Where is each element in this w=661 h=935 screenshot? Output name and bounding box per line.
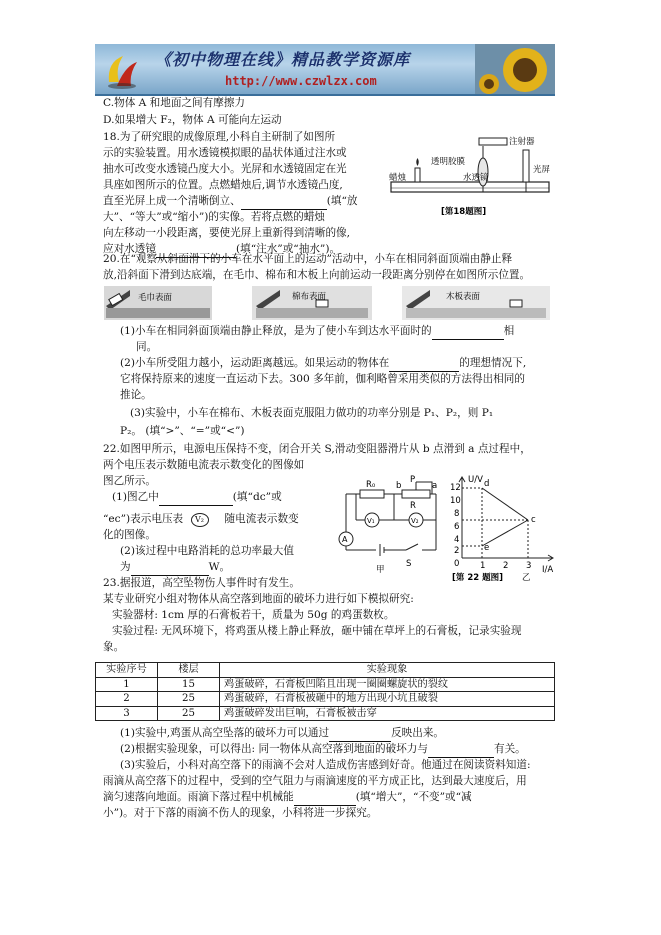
q22-blank-graph[interactable] bbox=[159, 494, 233, 506]
q23-blank-damage[interactable] bbox=[329, 730, 391, 742]
header-banner bbox=[95, 44, 555, 96]
banner-title: 《初中物理在线》精品教学资源库 bbox=[155, 50, 411, 69]
q23-sub3-tail: (填“增大”，“不变”或“减 bbox=[355, 791, 472, 803]
circuit-label-jia: 甲 bbox=[376, 565, 385, 574]
q23-line-1: 23.据报道，高空坠物伤人事件时有发生。 bbox=[103, 577, 300, 589]
surface-towel-label: 毛巾表面 bbox=[138, 293, 173, 303]
table-cell: 25 bbox=[158, 692, 220, 707]
table-cell: 3 bbox=[96, 706, 158, 721]
circuit-label-r0: R₀ bbox=[366, 480, 376, 490]
q18-line-2: 示的实验装置。用水透镜模拟眼的晶状体通过注水或 bbox=[103, 147, 347, 159]
v2-symbol-icon: V₂ bbox=[191, 513, 209, 527]
q23-line-4: 实验过程: 无风环境下，将鸡蛋从楼上静止释放，砸中铺在草坪上的石膏板，记录实验现 bbox=[112, 625, 522, 637]
q18-label-lens: 水透镜 bbox=[463, 173, 489, 183]
graph-point-e: e bbox=[484, 543, 490, 553]
q23-sub3-line-3 bbox=[103, 790, 472, 806]
q20-sub1-line-1 bbox=[120, 324, 514, 340]
table-row bbox=[96, 677, 555, 692]
graph-ylabel: U/V bbox=[468, 475, 483, 485]
table-row bbox=[96, 692, 555, 707]
q20-sub2-line-2: 它将保持原来的速度一直运动下去。300 多年前，伽利略曾采用类似的方法得出相同的 bbox=[120, 373, 525, 385]
q22-blank-power[interactable] bbox=[131, 564, 209, 576]
graph-xtick-3: 3 bbox=[526, 561, 532, 571]
table-header: 实验序号 bbox=[96, 663, 158, 678]
q23-sub2 bbox=[120, 742, 526, 758]
q18-line-4: 具座如图所示的位置。点燃蜡烛后,调节水透镜凸度, bbox=[103, 179, 343, 191]
q18-line-8-text: 应对水透镜 bbox=[103, 243, 156, 255]
q18-label-film: 透明胶膜 bbox=[431, 157, 466, 167]
q20-sub2-tail: 的理想情况下, bbox=[459, 357, 527, 369]
q20-sub2-line-3: 推论。 bbox=[120, 389, 152, 401]
graph-xtick-1: 1 bbox=[480, 561, 486, 571]
graph-ytick-12: 12 bbox=[450, 483, 461, 493]
q22-sub2-text: 为 bbox=[120, 561, 131, 573]
voltmeter-v2-icon: V₂ bbox=[411, 517, 419, 525]
table-cell: 15 bbox=[158, 677, 220, 692]
table-cell: 25 bbox=[158, 706, 220, 721]
q22-intro-3: 图乙所示。 bbox=[103, 475, 156, 487]
graph-ytick-0: 0 bbox=[454, 559, 460, 569]
q20-sub3-tail: P₂。 (填“>”、“=”或“<”) bbox=[120, 425, 245, 437]
circuit-label-a: a bbox=[432, 481, 438, 491]
q23-sub3-line-1: (3)实验后，小科对高空落下的雨滴不会对人造成伤害感到好奇。他通过在阅读资料知道: bbox=[120, 759, 531, 771]
sunflower-icon bbox=[475, 44, 555, 96]
banner-url: http://www.czwlzx.com bbox=[225, 74, 377, 88]
q18-caption: [第18题图] bbox=[441, 207, 487, 217]
q18-line-7: 向左移动一小段距离，要使光屏上重新得到清晰的像, bbox=[103, 227, 351, 239]
circuit-label-r: R bbox=[410, 501, 416, 511]
q22-sub1-text: (1)图乙中 bbox=[112, 491, 159, 503]
q22-sub1-line-2 bbox=[103, 512, 299, 528]
graph-label-yi: 乙 bbox=[522, 573, 531, 583]
q18-label-syringe: 注射器 bbox=[509, 137, 535, 147]
graph-xtick-2: 2 bbox=[503, 561, 509, 571]
q22-sub1-line-3: 化的图像。 bbox=[103, 529, 156, 541]
q20-sub3-line-1: (3)实验中，小车在棉布、木板表面克服阻力做功的功率分别是 P₁、P₂，则 P₁ bbox=[130, 407, 494, 419]
q23-sub3-text: 滴匀速落向地面。雨滴下落过程中机械能 bbox=[103, 791, 294, 803]
graph-xlabel: I/A bbox=[542, 565, 554, 575]
q18-line-1: 18.为了研究眼的成像原理,小科自主研制了如图所 bbox=[103, 131, 336, 143]
table-cell: 鸡蛋破碎发出巨响，石膏板被击穿 bbox=[220, 706, 555, 721]
q23-blank-energy[interactable] bbox=[294, 794, 356, 806]
q20-sub2-line-1 bbox=[120, 356, 526, 372]
table-row bbox=[96, 706, 555, 721]
q23-sub3-line-4: 小”)。对于下落的雨滴不伤人的现象，小科将进一步探究。 bbox=[103, 807, 378, 819]
table-header: 楼层 bbox=[158, 663, 220, 678]
q22-graph bbox=[448, 474, 556, 584]
q20-sub1-text: (1)小车在相同斜面顶端由静止释放，是为了使小车到达水平面时的 bbox=[120, 325, 432, 337]
q23-sub2-text: (2)根据实验现象，可以得出: 同一物体从高空落到地面的破坏力与 bbox=[120, 743, 428, 755]
q18-label-screen: 光屏 bbox=[533, 165, 551, 175]
circuit-label-b: b bbox=[396, 481, 402, 491]
q23-sub3-line-2: 雨滴从高空落下的过程中，受到的空气阻力与雨滴速度的平方成正比，达到最大速度后，用 bbox=[103, 775, 527, 787]
q20-intro-2: 放,沿斜面下滑到达底端，在毛巾、棉布和木板上向前运动一段距离分别停在如图所示位置。 bbox=[103, 269, 531, 281]
q22-sub1-line-1 bbox=[112, 490, 282, 506]
q23-sub1-tail: 反映出来。 bbox=[391, 727, 445, 739]
q20-sub1-tail: 相 bbox=[503, 325, 515, 337]
q22-circuit bbox=[336, 474, 448, 574]
surface-towel-figure bbox=[104, 286, 212, 320]
q18-line-5-text: 直至光屏上成一个清晰倒立、 bbox=[103, 195, 241, 207]
q18-line-5 bbox=[103, 194, 357, 210]
surface-wood-figure bbox=[402, 286, 550, 320]
q22-intro-1: 22.如图甲所示，电源电压保持不变，闭合开关 S,滑动变阻器滑片从 b 点滑到 a 点过程中， bbox=[103, 443, 531, 455]
graph-ytick-8: 8 bbox=[454, 509, 460, 519]
surface-wood-label: 木板表面 bbox=[446, 292, 481, 302]
experiment-table bbox=[95, 662, 555, 721]
option-c: C.物体 A 和地面之间有摩擦力 bbox=[103, 97, 246, 109]
q22-caption: [第 22 题图] bbox=[452, 573, 504, 583]
q20-sub3-line-2 bbox=[120, 424, 245, 440]
q20-intro-1: 20.在“观察从斜面滑下的小车在水平面上的运动”活动中，小车在相同斜面顶端由静止释 bbox=[103, 253, 513, 265]
graph-point-d: d bbox=[484, 479, 490, 489]
q18-line-3: 抽水可改变水透镜凸度大小。光屏和水透镜固定在光 bbox=[103, 163, 347, 175]
graph-ytick-6: 6 bbox=[454, 522, 460, 532]
q23-sub1 bbox=[120, 726, 444, 742]
q20-blank-ideal[interactable] bbox=[389, 360, 459, 372]
q23-line-3: 实验器材: 1cm 厚的石膏板若干，质量为 50g 的鸡蛋数枚。 bbox=[112, 609, 395, 621]
q22-sub2-tail: W。 bbox=[208, 561, 231, 573]
table-cell: 2 bbox=[96, 692, 158, 707]
q20-sub1-line-2: 同。 bbox=[136, 341, 158, 353]
q22-sub1-tail: (填“dc”或 bbox=[232, 491, 282, 503]
q18-blank-image[interactable] bbox=[241, 198, 327, 210]
q22-sub1-text-2: “ec”)表示电压表 bbox=[103, 513, 184, 525]
graph-ytick-2: 2 bbox=[454, 546, 460, 556]
graph-ytick-4: 4 bbox=[454, 535, 460, 545]
q20-sub2-text: (2)小车所受阻力越小，运动距离越远。如果运动的物体在 bbox=[120, 357, 390, 369]
q23-line-2: 某专业研究小组对物体从高空落到地面的破坏力进行如下模拟研究: bbox=[103, 593, 414, 605]
q18-figure bbox=[387, 136, 557, 222]
table-header: 实验现象 bbox=[220, 663, 555, 678]
logo-icon bbox=[105, 52, 139, 90]
q20-blank-speed[interactable] bbox=[432, 328, 504, 340]
table-cell: 1 bbox=[96, 677, 158, 692]
q18-line-8-tail: (填“注水”或“抽水”)。 bbox=[235, 243, 341, 255]
q23-line-5: 象。 bbox=[103, 641, 125, 653]
table-cell: 鸡蛋破碎，石膏板被砸中的地方出现小坑且破裂 bbox=[220, 692, 555, 707]
q22-intro-2: 两个电压表示数随电流表示数变化的图像如 bbox=[103, 459, 305, 471]
voltmeter-v1-icon: V₁ bbox=[367, 517, 375, 525]
q22-sub2-line-2 bbox=[120, 560, 230, 576]
table-header-row bbox=[96, 663, 555, 678]
q23-sub2-tail: 有关。 bbox=[493, 743, 526, 755]
q23-blank-factor[interactable] bbox=[428, 746, 494, 758]
q18-line-6: 大”、“等大”或“缩小”)的实像。若将点燃的蜡烛 bbox=[103, 211, 325, 223]
circuit-label-s: S bbox=[406, 559, 412, 569]
q22-sub1-text-3: 随电流表示数变 bbox=[224, 513, 299, 525]
ammeter-icon: A bbox=[342, 535, 348, 544]
q23-sub1-text: (1)实验中,鸡蛋从高空坠落的破坏力可以通过 bbox=[120, 727, 330, 739]
graph-point-c: c bbox=[531, 515, 536, 525]
q22-sub2-line-1: (2)该过程中电路消耗的总功率最大值 bbox=[120, 545, 294, 557]
table-cell: 鸡蛋破碎，石膏板凹陷且出现一圈圈螺旋状的裂纹 bbox=[220, 677, 555, 692]
q18-line-5-tail: (填“放 bbox=[326, 195, 358, 207]
graph-ytick-10: 10 bbox=[450, 496, 461, 506]
circuit-label-p: P bbox=[410, 475, 416, 485]
option-d: D.如果增大 F₂，物体 A 可能向左运动 bbox=[103, 114, 282, 126]
surface-cotton-figure bbox=[252, 286, 372, 320]
q18-label-candle: 蜡烛 bbox=[389, 173, 407, 183]
surface-cotton-label: 棉布表面 bbox=[292, 292, 327, 302]
